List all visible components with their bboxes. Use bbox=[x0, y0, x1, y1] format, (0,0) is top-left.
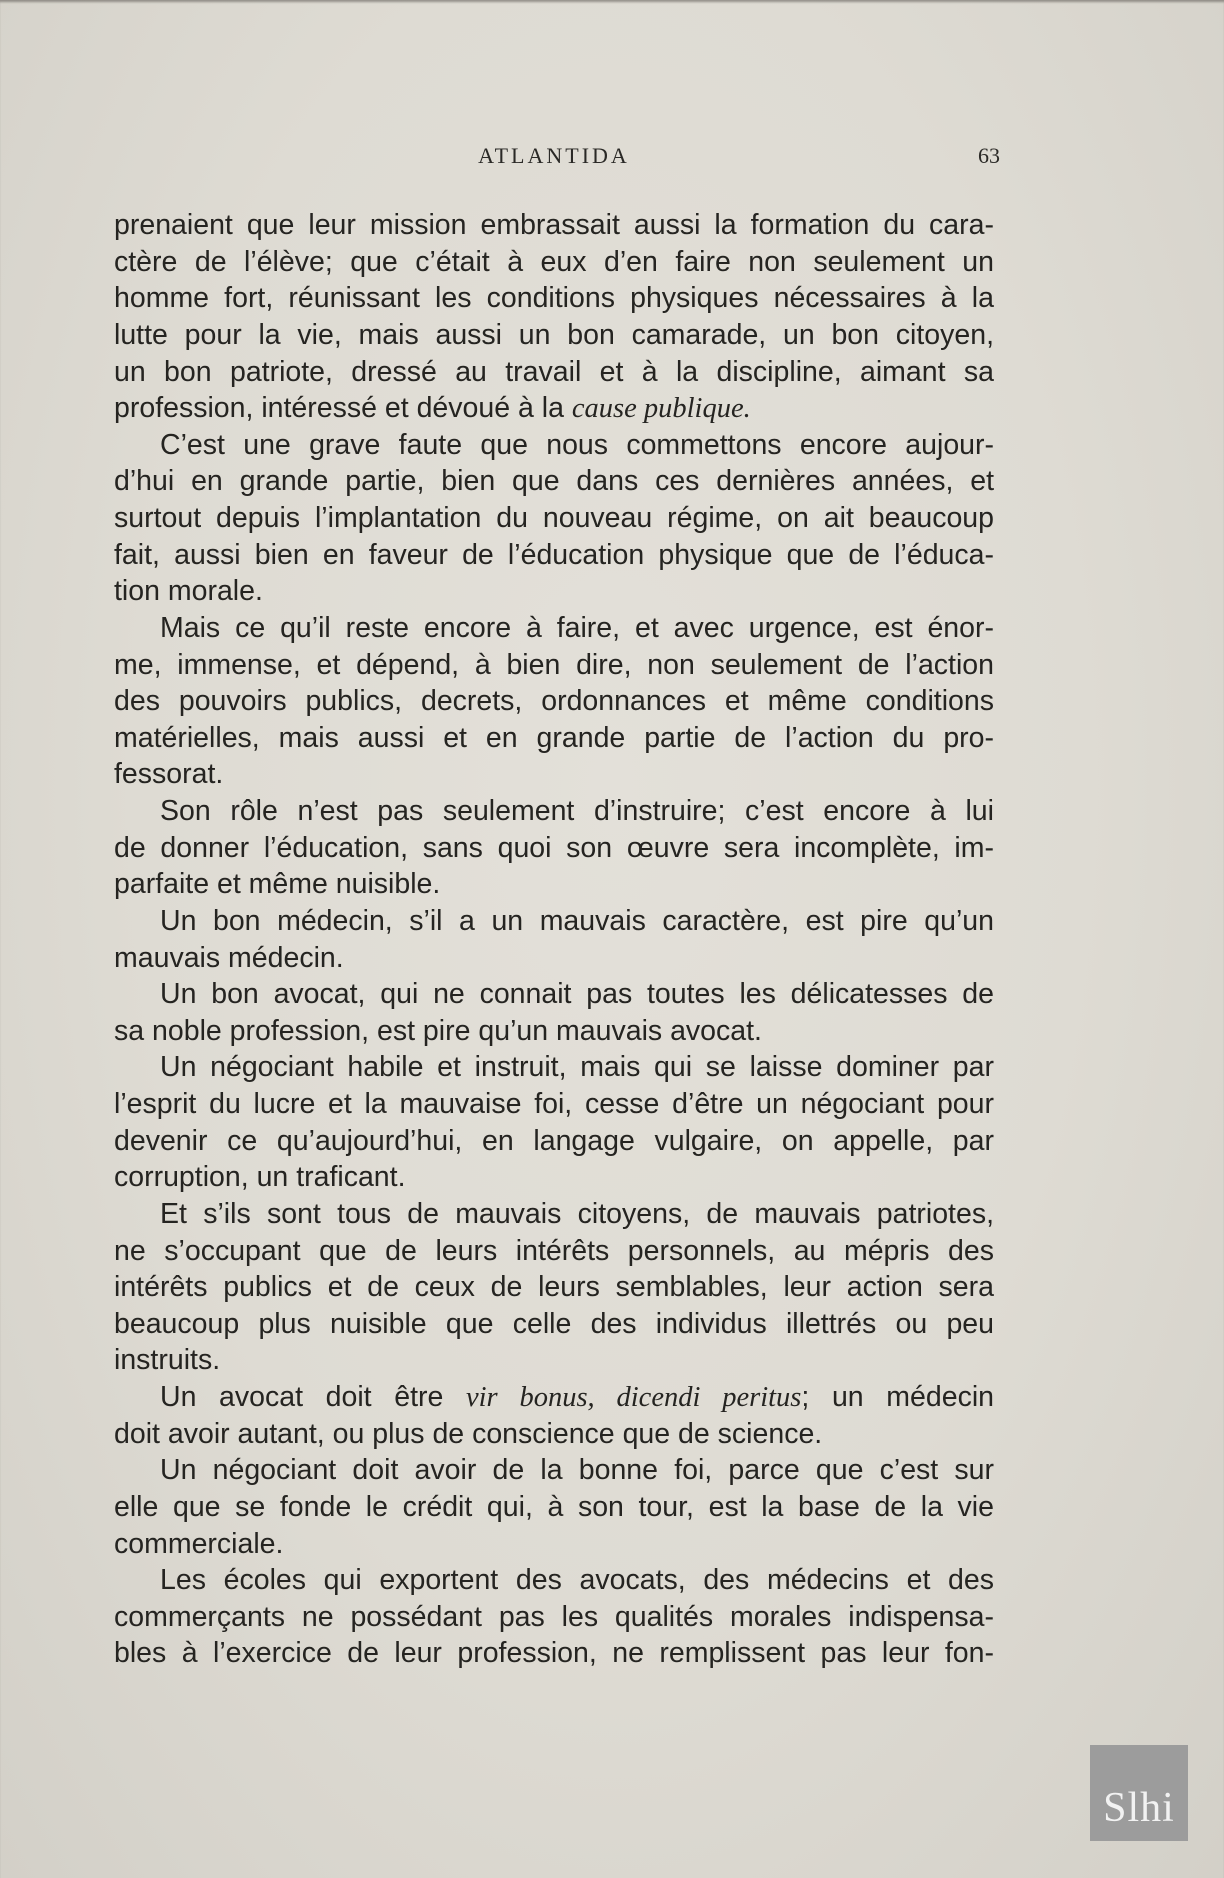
text-line: Son rôle n’est pas seulement d’instruire; c’est encore à lui bbox=[160, 795, 994, 827]
text-line: Un bon médecin, s’il a un mauvais caractère, est pire qu’un bbox=[160, 904, 994, 937]
text-line: sa noble profession, est pire qu’un mauvais avocat. bbox=[114, 1014, 762, 1047]
text-line: l’esprit du lucre et la mauvaise foi, cesse d’être un négociant pour bbox=[114, 1088, 994, 1120]
text-line: des pouvoirs publics, decrets, ordonnances et même conditions bbox=[114, 685, 994, 718]
text-line: commerciale. bbox=[114, 1527, 284, 1560]
paragraph bbox=[114, 427, 994, 610]
text-line: mauvais médecin. bbox=[114, 941, 344, 974]
paragraph bbox=[114, 793, 994, 903]
text-line: de donner l’éducation, sans quoi son œuvre sera incomplète, im- bbox=[114, 831, 994, 864]
text-line: doit avoir autant, ou plus de conscience que de science. bbox=[114, 1417, 823, 1450]
text-line: me, immense, et dépend, à bien dire, non seulement de l’action bbox=[114, 648, 994, 681]
paragraph bbox=[114, 1562, 994, 1672]
paragraph bbox=[114, 1049, 994, 1196]
text-line: prenaient que leur mission embrassait aussi la formation du cara- bbox=[114, 209, 994, 241]
running-title: ATLANTIDA bbox=[478, 143, 630, 168]
text-line: ne s’occupant que de leurs intérêts personnels, au mépris des bbox=[114, 1234, 994, 1267]
text-line: ctère de l’élève; que c’était à eux d’en faire non seulement un bbox=[114, 245, 994, 278]
text-line: C’est une grave faute que nous commettons encore aujour- bbox=[160, 428, 994, 461]
text-line: Un négociant doit avoir de la bonne foi, parce que c’est sur bbox=[160, 1454, 994, 1487]
text-line: devenir ce qu’aujourd’hui, en langage vulgaire, on appelle, par bbox=[114, 1124, 994, 1157]
text-line: instruits. bbox=[114, 1344, 221, 1377]
paragraph bbox=[114, 1452, 994, 1562]
paragraph bbox=[114, 976, 994, 1049]
text-line: tion morale. bbox=[114, 575, 263, 608]
paragraph bbox=[114, 903, 994, 976]
library-logo bbox=[1090, 1745, 1188, 1841]
body-text bbox=[114, 207, 994, 1672]
text-line: commerçants ne possédant pas les qualités morales indispensa- bbox=[114, 1600, 994, 1633]
text-line: Mais ce qu’il reste encore à faire, et avec urgence, est énor- bbox=[160, 611, 994, 644]
text-line: fessorat. bbox=[114, 758, 224, 791]
text-line: homme fort, réunissant les conditions physiques nécessaires à la bbox=[114, 282, 994, 315]
text-line: lutte pour la vie, mais aussi un bon camarade, un bon citoyen, bbox=[114, 318, 994, 351]
text-line: d’hui en grande partie, bien que dans ces dernières années, et bbox=[114, 465, 994, 498]
text-line bbox=[114, 1379, 994, 1416]
paragraph bbox=[114, 207, 994, 427]
text-line bbox=[114, 390, 994, 427]
paragraph bbox=[114, 1379, 994, 1452]
logo-text: Slhi bbox=[1103, 1785, 1175, 1831]
text-segment: profession, intéressé et dévoué à la bbox=[114, 392, 572, 425]
page-number: 63 bbox=[978, 143, 1000, 168]
text-line: intérêts publics et de ceux de leurs semblables, leur action sera bbox=[114, 1271, 994, 1304]
text-line: fait, aussi bien en faveur de l’éducation physique que de l’éduca- bbox=[114, 538, 994, 571]
text-line: corruption, un traficant. bbox=[114, 1161, 406, 1194]
text-line: matérielles, mais aussi et en grande partie de l’action du pro- bbox=[114, 721, 994, 754]
text-line: elle que se fonde le crédit qui, à son tour, est la base de la vie bbox=[114, 1490, 994, 1523]
text-segment: Un avocat doit être bbox=[160, 1381, 466, 1413]
text-line: surtout depuis l’implantation du nouveau régime, on ait beaucoup bbox=[114, 502, 994, 534]
italic-phrase: vir bonus, dicendi peritus bbox=[465, 1382, 802, 1413]
italic-phrase: cause publique. bbox=[571, 393, 751, 425]
text-segment: ; un médecin bbox=[801, 1381, 994, 1413]
text-line: Et s’ils sont tous de mauvais citoyens, de mauvais patriotes, bbox=[160, 1197, 994, 1230]
text-line: beaucoup plus nuisible que celle des individus illettrés ou peu bbox=[114, 1307, 994, 1340]
text-line: Les écoles qui exportent des avocats, des médecins et des bbox=[160, 1564, 994, 1597]
text-line: parfaite et même nuisible. bbox=[114, 868, 441, 901]
text-line: Un négociant habile et instruit, mais qui se laisse dominer par bbox=[160, 1051, 994, 1084]
text-line: un bon patriote, dressé au travail et à la discipline, aimant sa bbox=[114, 355, 994, 388]
paragraph bbox=[114, 1196, 994, 1379]
text-line: bles à l’exercice de leur profession, ne remplissent pas leur fon- bbox=[114, 1637, 994, 1670]
paragraph bbox=[114, 610, 994, 793]
text-line: Un bon avocat, qui ne connait pas toutes les délicatesses de bbox=[160, 978, 994, 1011]
